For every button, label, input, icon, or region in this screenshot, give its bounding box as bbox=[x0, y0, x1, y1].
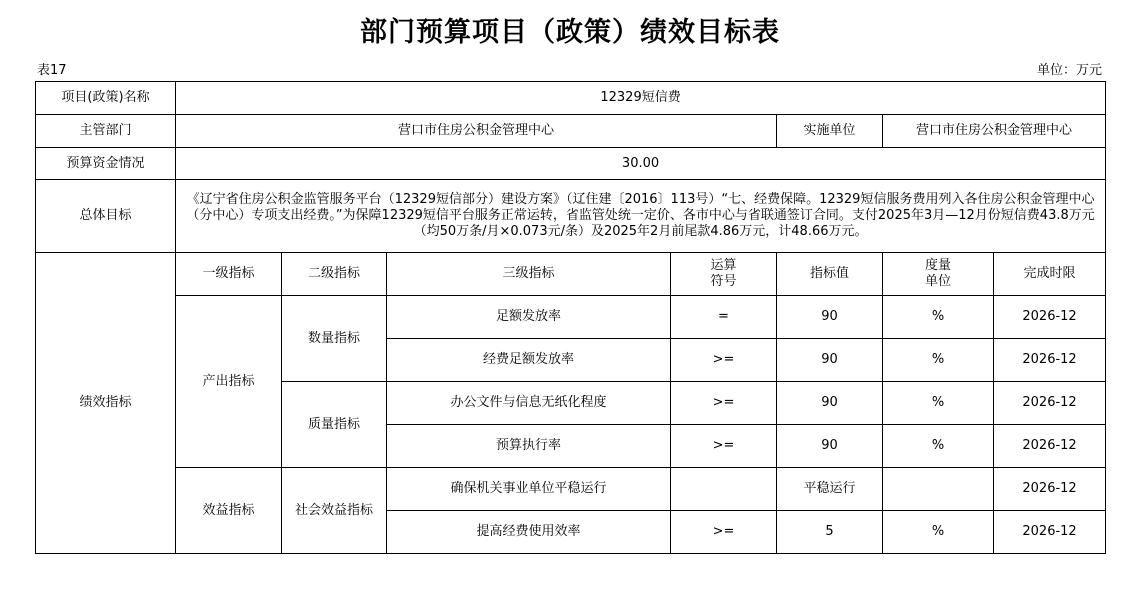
impl-label: 实施单位 bbox=[777, 115, 883, 148]
indicator-name: 办公文件与信息无纸化程度 bbox=[387, 382, 671, 425]
indicator-value: 5 bbox=[777, 511, 883, 554]
group-output: 产出指标 bbox=[176, 296, 282, 468]
dept-value: 营口市住房公积金管理中心 bbox=[176, 115, 777, 148]
indicator-unit bbox=[883, 468, 994, 511]
header-level3: 三级指标 bbox=[387, 253, 671, 296]
budget-row bbox=[36, 148, 1106, 180]
indicator-unit: % bbox=[883, 511, 994, 554]
group-quantity: 数量指标 bbox=[282, 296, 387, 382]
group-social: 社会效益指标 bbox=[282, 468, 387, 554]
page-title: 部门预算项目（政策）绩效目标表 bbox=[360, 17, 780, 48]
indicator-deadline: 2026-12 bbox=[994, 296, 1106, 339]
indicator-op: >= bbox=[671, 339, 777, 382]
budget-label: 预算资金情况 bbox=[36, 148, 176, 180]
performance-target-table bbox=[35, 81, 1106, 554]
indicator-value: 90 bbox=[777, 382, 883, 425]
goal-row bbox=[36, 180, 1106, 253]
indicator-unit: % bbox=[883, 425, 994, 468]
header-level2: 二级指标 bbox=[282, 253, 387, 296]
indicator-op: >= bbox=[671, 425, 777, 468]
goal-text: 《辽宁省住房公积金监管服务平台（12329短信部分）建设方案》（辽住建〔2016〕113号）“七、经费保障。12329短信服务费用列入各住房公积金管理中心（分中心）专项支出经费。”为保障12329短信平台服务正常运转，省监管处统一定价、各市中心与省联通签订合同。支付2025年3月—12月份短信费43.8万元（均50万条/月×0.073元/条）及2025年2月前尾款4.86万元，计48.66万元。 bbox=[176, 180, 1106, 253]
indicator-deadline: 2026-12 bbox=[994, 468, 1106, 511]
table-row bbox=[36, 296, 1106, 339]
group-benefit: 效益指标 bbox=[176, 468, 282, 554]
dept-label: 主管部门 bbox=[36, 115, 176, 148]
indicator-unit: % bbox=[883, 296, 994, 339]
header-measure-unit bbox=[883, 253, 994, 296]
indicator-name: 足额发放率 bbox=[387, 296, 671, 339]
project-name-label: 项目(政策)名称 bbox=[36, 82, 176, 115]
header-deadline: 完成时限 bbox=[994, 253, 1106, 296]
header-operator bbox=[671, 253, 777, 296]
project-name-value: 12329短信费 bbox=[176, 82, 1106, 115]
indicator-deadline: 2026-12 bbox=[994, 425, 1106, 468]
indicator-name: 预算执行率 bbox=[387, 425, 671, 468]
indicator-unit: % bbox=[883, 339, 994, 382]
goal-label: 总体目标 bbox=[36, 180, 176, 253]
group-quality: 质量指标 bbox=[282, 382, 387, 468]
table-number: 表17 bbox=[37, 63, 67, 78]
indicator-value: 平稳运行 bbox=[777, 468, 883, 511]
impl-value: 营口市住房公积金管理中心 bbox=[883, 115, 1106, 148]
indicator-name: 确保机关事业单位平稳运行 bbox=[387, 468, 671, 511]
unit-label: 单位：万元 bbox=[1036, 63, 1102, 78]
header-value: 指标值 bbox=[777, 253, 883, 296]
indicator-header-row bbox=[36, 253, 1106, 296]
header-operator-line2: 符号 bbox=[710, 274, 737, 289]
indicator-name: 提高经费使用效率 bbox=[387, 511, 671, 554]
indicator-name: 经费足额发放率 bbox=[387, 339, 671, 382]
indicator-op: >= bbox=[671, 511, 777, 554]
department-row bbox=[36, 115, 1106, 148]
indicator-value: 90 bbox=[777, 339, 883, 382]
project-name-row bbox=[36, 82, 1106, 115]
indicator-deadline: 2026-12 bbox=[994, 511, 1106, 554]
table-row bbox=[36, 468, 1106, 511]
header-measure-line2: 单位 bbox=[924, 274, 951, 289]
indicator-op: = bbox=[671, 296, 777, 339]
indicator-value: 90 bbox=[777, 425, 883, 468]
header-measure-line1: 度量 bbox=[924, 258, 951, 273]
indicator-value: 90 bbox=[777, 296, 883, 339]
indicator-op bbox=[671, 468, 777, 511]
header-level1: 一级指标 bbox=[176, 253, 282, 296]
indicator-unit: % bbox=[883, 382, 994, 425]
indicator-op: >= bbox=[671, 382, 777, 425]
indicator-deadline: 2026-12 bbox=[994, 339, 1106, 382]
header-operator-line1: 运算 bbox=[710, 258, 737, 273]
budget-value: 30.00 bbox=[176, 148, 1106, 180]
perf-label: 绩效指标 bbox=[36, 253, 176, 554]
indicator-deadline: 2026-12 bbox=[994, 382, 1106, 425]
